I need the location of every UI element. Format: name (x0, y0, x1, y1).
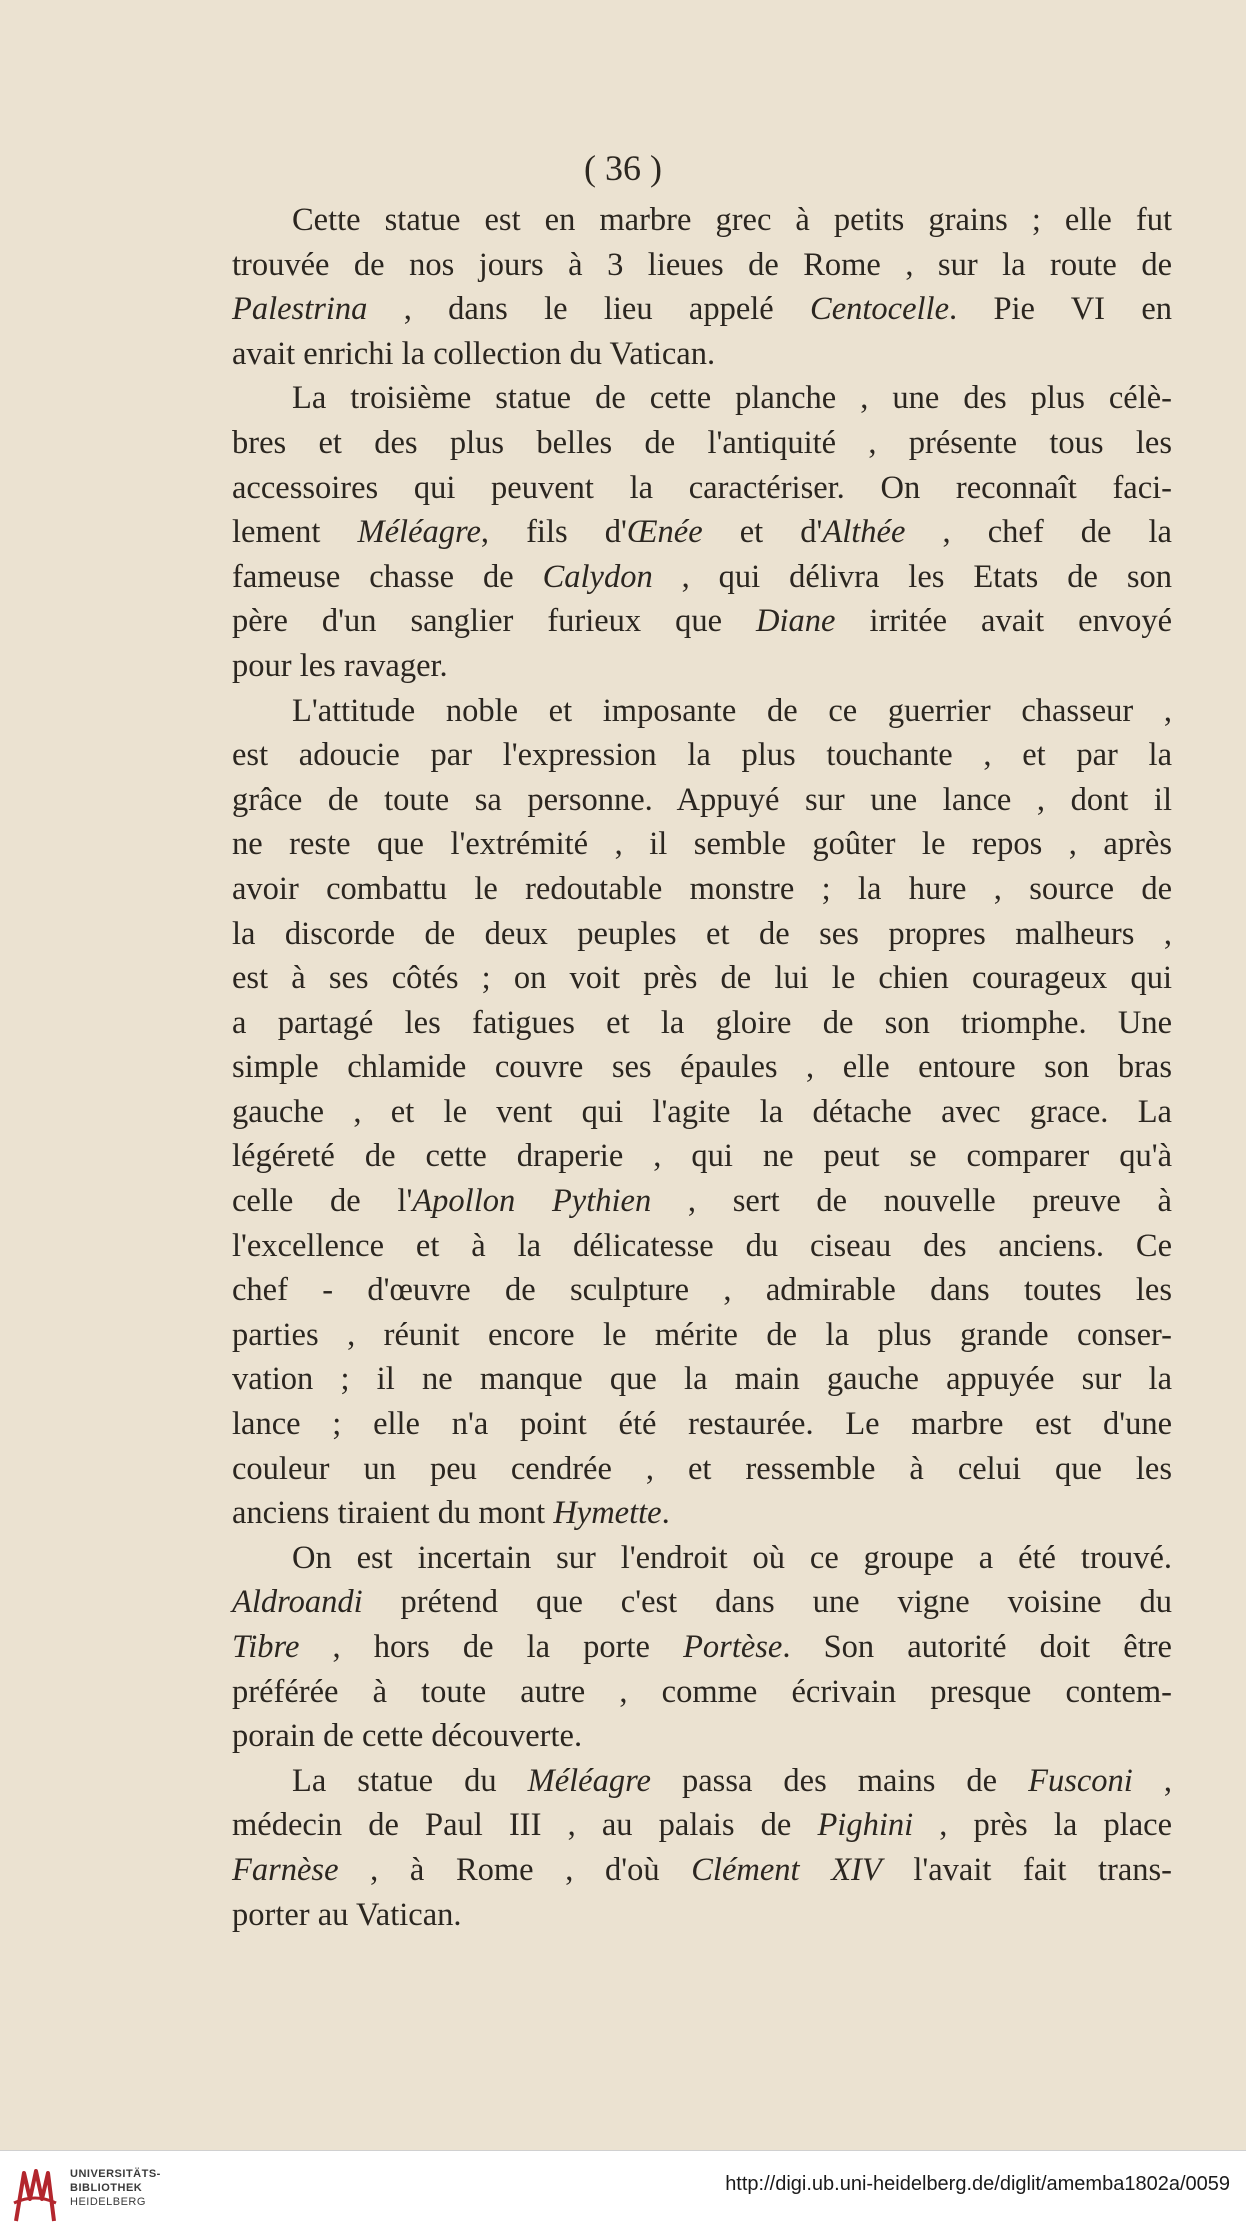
text-line: grâce de toute sa personne. Appuyé sur une lance , dont il (232, 781, 1172, 818)
text-line: lement Méléagre, fils d'Œnée et d'Althée , chef de la (232, 514, 1172, 551)
text-line: préférée à toute autre , comme écrivain presque contem- (232, 1673, 1172, 1710)
text-line: a partagé les fatigues et la gloire de son triomphe. Une (232, 1004, 1172, 1041)
text-line: Tibre , hors de la porte Portèse. Son autorité doit être (232, 1629, 1172, 1665)
text-line: fameuse chasse de Calydon , qui délivra les Etats de son (232, 558, 1172, 595)
text-line: Aldroandi prétend que c'est dans une vigne voisine du (232, 1584, 1172, 1621)
text-line: porter au Vatican. (232, 1896, 462, 1933)
text-line: porain de cette découverte. (232, 1718, 583, 1755)
text-line: couleur un peu cendrée , et ressemble à celui que les (232, 1450, 1172, 1487)
text-line: est à ses côtés ; on voit près de lui le chien courageux qui (232, 960, 1172, 997)
text-line: celle de l'Apollon Pythien , sert de nouvelle preuve à (232, 1183, 1172, 1220)
text-line: Palestrina , dans le lieu appelé Centocelle. Pie VI en (232, 291, 1172, 328)
text-line: gauche , et le vent qui l'agite la détache avec grace. La (232, 1093, 1172, 1130)
text-line: Farnèse , à Rome , d'où Clément XIV l'avait fait trans- (232, 1851, 1172, 1888)
page-number: ( 36 ) (584, 148, 662, 188)
text-line: parties , réunit encore le mérite de la plus grande conser- (232, 1316, 1172, 1353)
text-line: légéreté de cette draperie , qui ne peut se comparer qu'à (232, 1138, 1172, 1175)
body-text (232, 198, 1172, 1937)
text-line: Cette statue est en marbre grec à petits grains ; elle fut (292, 202, 1172, 238)
text-line: avait enrichi la collection du Vatican. (232, 335, 716, 372)
text-line: accessoires qui peuvent la caractériser. On reconnaît faci- (232, 469, 1172, 506)
text-line: ne reste que l'extrémité , il semble goûter le repos , après (232, 826, 1172, 863)
text-line: médecin de Paul III , au palais de Pighini , près la place (232, 1807, 1172, 1844)
text-line: la discorde de deux peuples et de ses propres malheurs , (232, 915, 1172, 952)
text-line: trouvée de nos jours à 3 lieues de Rome , sur la route de (232, 246, 1172, 283)
library-footer (0, 2150, 1246, 2238)
library-name-line: BIBLIOTHEK (70, 2182, 143, 2194)
text-line: bres et des plus belles de l'antiquité , présente tous les (232, 424, 1172, 461)
text-line: La statue du Méléagre passa des mains de Fusconi , (292, 1762, 1172, 1799)
text-line: l'excellence et à la délicatesse du ciseau des anciens. Ce (232, 1227, 1172, 1264)
text-line: chef - d'œuvre de sculpture , admirable dans toutes les (232, 1272, 1172, 1309)
library-logo-icon (10, 2163, 60, 2227)
text-line: anciens tiraient du mont Hymette. (232, 1495, 670, 1532)
text-line: pour les ravager. (232, 647, 448, 684)
text-line: est adoucie par l'expression la plus touchante , et par la (232, 737, 1172, 774)
text-line: avoir combattu le redoutable monstre ; la hure , source de (232, 870, 1172, 907)
library-name-line: UNIVERSITÄTS- (70, 2168, 161, 2180)
text-line: père d'un sanglier furieux que Diane irritée avait envoyé (232, 603, 1172, 640)
text-line: vation ; il ne manque que la main gauche appuyée sur la (232, 1361, 1172, 1398)
text-line: lance ; elle n'a point été restaurée. Le marbre est d'une (232, 1406, 1172, 1443)
library-name-line: HEIDELBERG (70, 2196, 146, 2208)
text-line: L'attitude noble et imposante de ce guerrier chasseur , (292, 692, 1172, 729)
text-line: La troisième statue de cette planche , une des plus célè- (292, 380, 1172, 417)
text-line: simple chlamide couvre ses épaules , elle entoure son bras (232, 1049, 1172, 1086)
library-name (70, 2167, 161, 2209)
text-line: On est incertain sur l'endroit où ce groupe a été trouvé. (292, 1539, 1172, 1576)
permalink-url[interactable]: http://digi.ub.uni-heidelberg.de/diglit/amemba1802a/0059 (725, 2173, 1230, 2195)
